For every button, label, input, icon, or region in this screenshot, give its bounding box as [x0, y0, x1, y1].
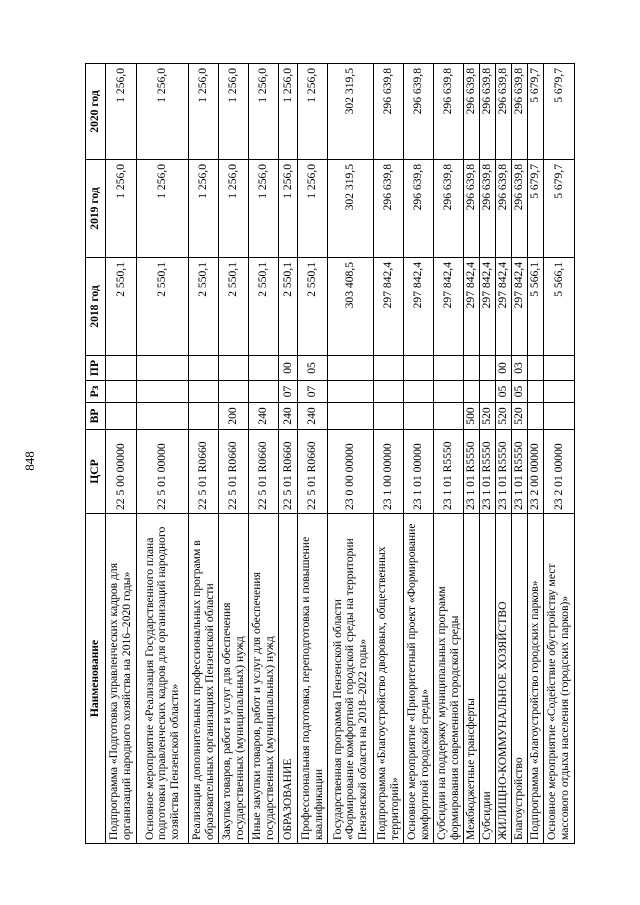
- row-csr-cell: 22 5 01 R0660: [298, 430, 328, 514]
- row-vr-cell: [544, 403, 575, 430]
- row-vr-cell: 200: [219, 403, 249, 430]
- row-2020-cell: 1 256,0: [298, 64, 328, 160]
- row-rz-cell: [434, 381, 464, 403]
- row-vr-cell: [404, 403, 434, 430]
- row-pr-cell: [249, 356, 279, 381]
- row-2020-cell: 5 679,7: [544, 64, 575, 160]
- row-2018-cell: 297 842,4: [434, 258, 464, 356]
- row-2018-cell: 297 842,4: [496, 258, 512, 356]
- row-2020-cell: 1 256,0: [279, 64, 298, 160]
- row-pr-cell: 05: [298, 356, 328, 381]
- row-name-cell: Профессиональная подготовка, переподготовка и повышение квалификации: [298, 514, 328, 844]
- row-2018-cell: 2 550,1: [298, 258, 328, 356]
- table-row: [106, 64, 137, 844]
- row-vr-cell: 240: [249, 403, 279, 430]
- row-pr-cell: [219, 356, 249, 381]
- table-row: [512, 64, 528, 844]
- row-vr-cell: [137, 403, 189, 430]
- row-rz-cell: [528, 381, 544, 403]
- row-rz-cell: [404, 381, 434, 403]
- table-row: [404, 64, 434, 844]
- header-pr: ПР: [86, 356, 106, 381]
- table-row: [219, 64, 249, 844]
- header-name: Наименование: [86, 514, 106, 844]
- row-csr-cell: 23 1 01 R5550: [464, 430, 480, 514]
- row-2019-cell: 1 256,0: [279, 160, 298, 258]
- row-2019-cell: 1 256,0: [298, 160, 328, 258]
- row-rz-cell: 05: [496, 381, 512, 403]
- row-2019-cell: 1 256,0: [189, 160, 219, 258]
- row-2019-cell: 296 639,8: [374, 160, 404, 258]
- row-2019-cell: 296 639,8: [480, 160, 496, 258]
- row-name-cell: Межбюджетные трансферты: [464, 514, 480, 844]
- row-csr-cell: 23 2 00 00000: [528, 430, 544, 514]
- row-rz-cell: [249, 381, 279, 403]
- row-rz-cell: [544, 381, 575, 403]
- row-name-cell: Субсидии на поддержку муниципальных программ формирования современной городской среды: [434, 514, 464, 844]
- row-rz-cell: 05: [512, 381, 528, 403]
- row-rz-cell: 07: [298, 381, 328, 403]
- row-2019-cell: 5 679,7: [528, 160, 544, 258]
- row-2019-cell: 1 256,0: [137, 160, 189, 258]
- row-pr-cell: [374, 356, 404, 381]
- row-2020-cell: 5 679,7: [528, 64, 544, 160]
- row-pr-cell: 00: [279, 356, 298, 381]
- table-row: [528, 64, 544, 844]
- table-body: [106, 64, 575, 844]
- row-2018-cell: 297 842,4: [374, 258, 404, 356]
- table-row: [249, 64, 279, 844]
- table-row: [189, 64, 219, 844]
- table-row: [480, 64, 496, 844]
- row-csr-cell: 22 5 01 R0660: [279, 430, 298, 514]
- row-2019-cell: 296 639,8: [434, 160, 464, 258]
- row-name-cell: Реализация дополнительных профессиональных программ в образовательных организациях Пензенской области: [189, 514, 219, 844]
- row-pr-cell: [189, 356, 219, 381]
- row-2018-cell: 5 566,1: [528, 258, 544, 356]
- header-vr: ВР: [86, 403, 106, 430]
- row-csr-cell: 22 5 01 R0660: [189, 430, 219, 514]
- row-rz-cell: [480, 381, 496, 403]
- row-2020-cell: 296 639,8: [434, 64, 464, 160]
- row-2020-cell: 1 256,0: [249, 64, 279, 160]
- rotated-page-content: [85, 64, 571, 844]
- row-vr-cell: [106, 403, 137, 430]
- row-csr-cell: 22 5 01 R0660: [219, 430, 249, 514]
- row-2019-cell: 296 639,8: [512, 160, 528, 258]
- header-year-2019: 2019 год: [86, 160, 106, 258]
- header-year-2020: 2020 год: [86, 64, 106, 160]
- row-2020-cell: 1 256,0: [219, 64, 249, 160]
- table-row: [544, 64, 575, 844]
- row-name-cell: Подпрограмма «Благоустройство городских парков»: [528, 514, 544, 844]
- row-2020-cell: 296 639,8: [512, 64, 528, 160]
- row-2019-cell: 296 639,8: [404, 160, 434, 258]
- row-pr-cell: [434, 356, 464, 381]
- row-vr-cell: [528, 403, 544, 430]
- row-name-cell: Подпрограмма «Благоустройство дворовых, общественных территорий»: [374, 514, 404, 844]
- row-pr-cell: 03: [512, 356, 528, 381]
- row-pr-cell: [544, 356, 575, 381]
- row-2020-cell: 296 639,8: [480, 64, 496, 160]
- row-2018-cell: 303 408,5: [328, 258, 374, 356]
- row-name-cell: Иные закупки товаров, работ и услуг для обеспечения государственных (муниципальных) нужд: [249, 514, 279, 844]
- row-2018-cell: 5 566,1: [544, 258, 575, 356]
- row-2019-cell: 296 639,8: [496, 160, 512, 258]
- table-header-row: [86, 64, 106, 844]
- header-year-2018: 2018 год: [86, 258, 106, 356]
- table-row: [137, 64, 189, 844]
- row-2018-cell: 2 550,1: [249, 258, 279, 356]
- header-rz: Рз: [86, 381, 106, 403]
- row-2018-cell: 2 550,1: [279, 258, 298, 356]
- row-name-cell: Благоустройство: [512, 514, 528, 844]
- row-pr-cell: [404, 356, 434, 381]
- row-name-cell: ОБРАЗОВАНИЕ: [279, 514, 298, 844]
- row-csr-cell: 23 2 01 00000: [544, 430, 575, 514]
- row-csr-cell: 23 1 01 R5550: [434, 430, 464, 514]
- row-rz-cell: [189, 381, 219, 403]
- row-2018-cell: 2 550,1: [106, 258, 137, 356]
- row-vr-cell: 240: [298, 403, 328, 430]
- row-2020-cell: 296 639,8: [464, 64, 480, 160]
- row-vr-cell: 520: [512, 403, 528, 430]
- budget-table: [85, 63, 575, 844]
- row-pr-cell: [528, 356, 544, 381]
- table-row: [464, 64, 480, 844]
- row-rz-cell: 07: [279, 381, 298, 403]
- row-vr-cell: 240: [279, 403, 298, 430]
- row-csr-cell: 23 1 01 R5550: [512, 430, 528, 514]
- row-2018-cell: 2 550,1: [189, 258, 219, 356]
- row-csr-cell: 23 1 01 R5550: [496, 430, 512, 514]
- row-vr-cell: 500: [464, 403, 480, 430]
- page-number: 848: [22, 451, 37, 471]
- row-name-cell: Закупка товаров, работ и услуг для обеспечения государственных (муниципальных) нужд: [219, 514, 249, 844]
- row-2018-cell: 297 842,4: [512, 258, 528, 356]
- row-pr-cell: [137, 356, 189, 381]
- row-pr-cell: [464, 356, 480, 381]
- row-pr-cell: 00: [496, 356, 512, 381]
- row-pr-cell: [480, 356, 496, 381]
- row-rz-cell: [106, 381, 137, 403]
- row-rz-cell: [464, 381, 480, 403]
- row-2020-cell: 1 256,0: [106, 64, 137, 160]
- row-name-cell: Государственная программа Пензенской области «Формирование комфортной городской среды на территории Пензенской области на 2018–2022 годы»: [328, 514, 374, 844]
- table-row: [328, 64, 374, 844]
- table-row: [496, 64, 512, 844]
- row-2019-cell: 1 256,0: [106, 160, 137, 258]
- row-vr-cell: [328, 403, 374, 430]
- row-2019-cell: 1 256,0: [219, 160, 249, 258]
- row-rz-cell: [328, 381, 374, 403]
- row-vr-cell: [374, 403, 404, 430]
- row-rz-cell: [374, 381, 404, 403]
- row-2018-cell: 297 842,4: [480, 258, 496, 356]
- row-name-cell: Основное мероприятие «Реализация Государственного плана подготовки управленческих кадров для организаций народного хозяйства Пензенской области»: [137, 514, 189, 844]
- row-2020-cell: 302 319,5: [328, 64, 374, 160]
- row-vr-cell: [434, 403, 464, 430]
- row-vr-cell: 520: [480, 403, 496, 430]
- row-vr-cell: [189, 403, 219, 430]
- table-row: [374, 64, 404, 844]
- row-2020-cell: 1 256,0: [137, 64, 189, 160]
- row-name-cell: ЖИЛИЩНО-КОММУНАЛЬНОЕ ХОЗЯЙСТВО: [496, 514, 512, 844]
- table-row: [298, 64, 328, 844]
- row-vr-cell: 520: [496, 403, 512, 430]
- row-2020-cell: 296 639,8: [404, 64, 434, 160]
- row-rz-cell: [137, 381, 189, 403]
- row-2020-cell: 296 639,8: [496, 64, 512, 160]
- row-name-cell: Основное мероприятие «Приоритетный проект «Формирование комфортной городской среды»: [404, 514, 434, 844]
- row-csr-cell: 22 5 01 R0660: [249, 430, 279, 514]
- row-csr-cell: 23 1 01 00000: [404, 430, 434, 514]
- header-csr: ЦСР: [86, 430, 106, 514]
- table-row: [279, 64, 298, 844]
- row-2018-cell: 297 842,4: [404, 258, 434, 356]
- row-2018-cell: 2 550,1: [137, 258, 189, 356]
- row-name-cell: Субсидии: [480, 514, 496, 844]
- row-2018-cell: 2 550,1: [219, 258, 249, 356]
- row-2019-cell: 1 256,0: [249, 160, 279, 258]
- row-csr-cell: 23 1 00 00000: [374, 430, 404, 514]
- row-2020-cell: 296 639,8: [374, 64, 404, 160]
- table-row: [434, 64, 464, 844]
- row-csr-cell: 22 5 01 00000: [137, 430, 189, 514]
- row-name-cell: Основное мероприятие «Содействие обустройству мест массового отдыха населения (городских парков)»: [544, 514, 575, 844]
- row-2018-cell: 297 842,4: [464, 258, 480, 356]
- row-csr-cell: 23 0 00 00000: [328, 430, 374, 514]
- row-2019-cell: 296 639,8: [464, 160, 480, 258]
- row-name-cell: Подпрограмма «Подготовка управленческих кадров для организаций народного хозяйства на 2016–2020 годы»: [106, 514, 137, 844]
- row-rz-cell: [219, 381, 249, 403]
- row-pr-cell: [106, 356, 137, 381]
- row-csr-cell: 22 5 00 00000: [106, 430, 137, 514]
- row-2019-cell: 302 319,5: [328, 160, 374, 258]
- row-csr-cell: 23 1 01 R5550: [480, 430, 496, 514]
- row-2019-cell: 5 679,7: [544, 160, 575, 258]
- row-pr-cell: [328, 356, 374, 381]
- row-2020-cell: 1 256,0: [189, 64, 219, 160]
